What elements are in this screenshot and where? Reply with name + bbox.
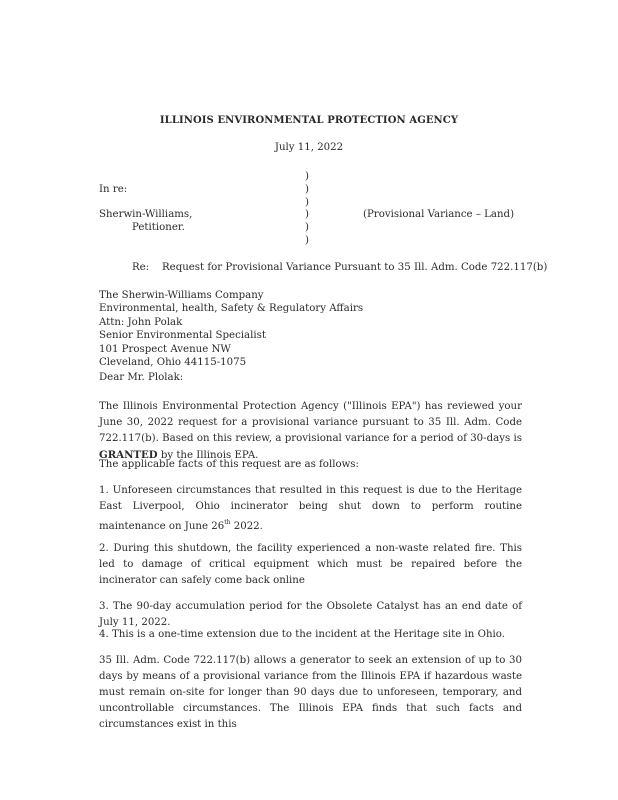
intro-text-end: by the Illinois EPA. (157, 450, 259, 461)
fact-item: 4. This is a one-time extension due to the incident at the Heritage site in Ohio. (99, 629, 505, 640)
fact-item: 2. During this shutdown, the facility experienced a non-waste related fire. This led to damage of critical equipment which must be repaired before the incinerator can safely come back online (99, 543, 522, 586)
address-line: Senior Environmental Specialist (99, 330, 266, 342)
salutation: Dear Mr. Plolak: (99, 372, 184, 383)
regulation-paragraph: 35 Ill. Adm. Code 722.117(b) allows a generator to seek an extension of up to 30 days by means of a provisional variance from the Illinois EPA if hazardous waste must remain on-site for longer than 90 days due to unforeseen, temporary, and uncontrollable circumstances. The Illinois EPA finds that such facts and circumstances exist in this (99, 655, 522, 730)
fact-item: 3. The 90-day accumulation period for the Obsolete Catalyst has an end date of July 11, 2022. (99, 601, 522, 628)
fact-sup: th (224, 519, 231, 526)
address-line: Cleveland, Ohio 44115-1075 (99, 357, 247, 369)
address-line: The Sherwin-Williams Company (99, 290, 264, 301)
address-line: Environmental, health, Safety & Regulatory Affairs (99, 303, 364, 315)
agency-title: ILLINOIS ENVIRONMENTAL PROTECTION AGENCY (159, 115, 459, 126)
fact-item (99, 483, 522, 535)
facts-intro: The applicable facts of this request are as follows: (99, 459, 359, 470)
letter-date: July 11, 2022 (274, 142, 344, 153)
paren: ) (305, 234, 309, 246)
caption-parentheses (305, 171, 309, 248)
fact-text-end: 2022. (230, 521, 263, 532)
paren: ) (305, 196, 309, 208)
party-name: Sherwin-Williams, (99, 209, 193, 220)
address-line: 101 Prospect Avenue NW (99, 343, 231, 355)
recipient-address (99, 289, 363, 369)
address-line: Attn: John Polak (99, 316, 183, 328)
fact-text: 1. Unforeseen circumstances that resulted in this request is due to the Heritage East Liverpool, Ohio incinerator being shut down to perform routine maintenance on June 26 (99, 485, 522, 532)
intro-paragraph (99, 399, 522, 464)
intro-text: The Illinois Environmental Protection Agency ("Illinois EPA") has reviewed your June 30, 2022 request for a provisional variance pursuant to 35 Ill. Adm. Code 722.117(b). Based on this review, a provisional variance for a period of 30-days is (99, 401, 522, 444)
paren: ) (305, 209, 309, 221)
party-role: Petitioner. (132, 222, 185, 233)
paren: ) (305, 222, 309, 234)
matter-type: (Provisional Variance – Land) (363, 209, 515, 220)
re-label: Re: (132, 262, 150, 273)
in-re: In re: (99, 184, 128, 195)
re-subject: Request for Provisional Variance Pursuant to 35 Ill. Adm. Code 722.117(b) (162, 262, 548, 273)
paren: ) (305, 183, 309, 195)
paren: ) (305, 171, 309, 182)
granted-text: GRANTED (99, 449, 158, 461)
